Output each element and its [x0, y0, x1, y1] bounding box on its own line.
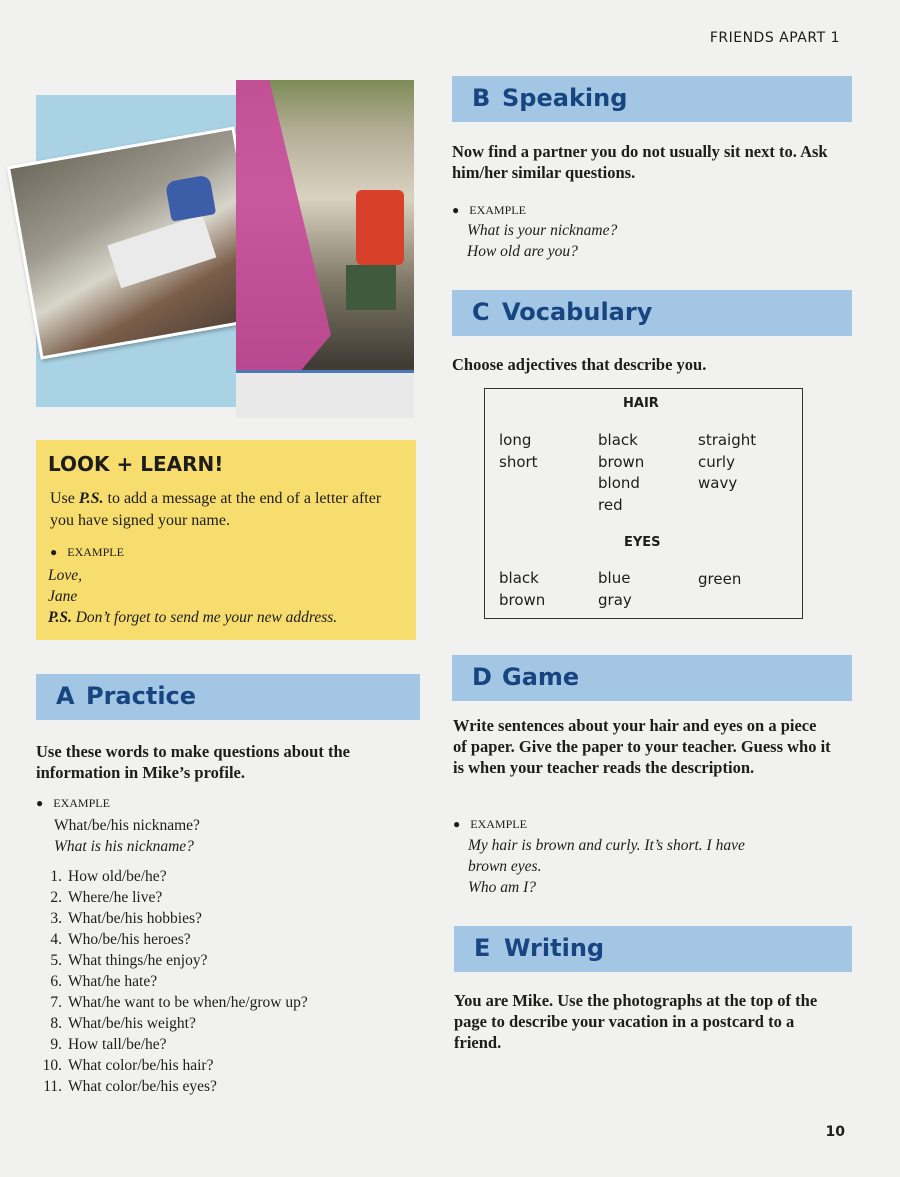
section-title: Speaking: [502, 84, 628, 112]
speaking-example-label: [452, 203, 526, 218]
bullet-icon: ●: [453, 817, 461, 831]
question-text: What/be/his hobbies?: [68, 910, 202, 927]
bullet-icon: ●: [50, 545, 58, 559]
example-line: How old are you?: [467, 243, 578, 260]
practice-instructions: Use these words to make questions about the information in Mike’s profile.: [36, 742, 350, 782]
eyes-column-1: [499, 568, 545, 611]
list-item: 8. What/be/his weight?: [50, 1015, 196, 1032]
example-line: What is your nickname?: [467, 222, 618, 239]
question-text: Who/be/his heroes?: [68, 931, 191, 948]
look-learn-title: LOOK + LEARN!: [48, 452, 224, 476]
adjective: blue: [598, 569, 631, 587]
example-ps-line: [48, 607, 337, 628]
example-line: My hair is brown and curly. It’s short. I have: [468, 837, 745, 854]
section-header-vocabulary: [452, 290, 852, 336]
eyes-column-2: [598, 568, 632, 611]
question-text: What/he want to be when/he/grow up?: [68, 994, 308, 1011]
example-answer: What is his nickname?: [54, 838, 194, 855]
vocabulary-instructions: Choose adjectives that describe you.: [452, 355, 707, 374]
question-text: What color/be/his eyes?: [68, 1078, 217, 1095]
look-learn-text-post: to add a message at the end of a letter after you have signed your name.: [50, 490, 382, 529]
list-item: 5. What things/he enjoy?: [50, 952, 208, 969]
question-text: What/he hate?: [68, 973, 158, 990]
adjective: gray: [598, 590, 632, 609]
example-label: EXAMPLE: [67, 545, 124, 559]
speaking-instructions: Now find a partner you do not usually sit next to. Ask him/her similar questions.: [452, 142, 828, 182]
practice-example-label: [36, 796, 110, 811]
photo-board-shape: [236, 370, 414, 418]
photo-sail-shape: [236, 80, 331, 380]
question-text: How tall/be/he?: [68, 1036, 167, 1053]
example-ps-text: Don’t forget to send me your new address.: [71, 609, 338, 626]
adjective: black: [598, 431, 638, 449]
section-letter: A: [56, 682, 75, 710]
hair-type-column: [698, 430, 756, 495]
list-item: 3. What/be/his hobbies?: [50, 910, 202, 927]
look-learn-text: [50, 488, 405, 532]
section-header-speaking: [452, 76, 852, 122]
list-item: 11. What color/be/his eyes?: [43, 1078, 217, 1095]
example-line: brown eyes.: [468, 858, 542, 875]
adjective: straight: [698, 431, 757, 449]
adjective: blond: [598, 474, 640, 492]
practice-question-list: [40, 866, 308, 1097]
bullet-icon: ●: [452, 203, 460, 217]
page-number: 10: [825, 1124, 845, 1140]
question-text: What things/he enjoy?: [68, 952, 208, 969]
photo-friends-at-table: [7, 126, 269, 359]
section-letter: E: [474, 934, 491, 962]
section-header-writing: [454, 926, 852, 972]
photo-person-shape: [165, 175, 216, 222]
speaking-example: [467, 220, 617, 262]
look-learn-ps: P.S.: [78, 490, 104, 507]
list-item: 1. How old/be/he?: [50, 868, 167, 885]
list-item: 9. How tall/be/he?: [50, 1036, 167, 1053]
section-title: Game: [502, 663, 580, 691]
list-item: 4. Who/be/his heroes?: [50, 931, 191, 948]
adjective: curly: [698, 452, 735, 471]
photo-windsurfing: [236, 80, 414, 418]
adjective: short: [499, 452, 538, 471]
adjective: brown: [499, 590, 546, 609]
section-letter: D: [472, 663, 492, 691]
section-title: Writing: [504, 934, 605, 962]
photo-table-shape: [107, 215, 216, 289]
game-instructions: Write sentences about your hair and eyes on a piece of paper. Give the paper to your teacher. Guess who it is when your teacher reads the description.: [453, 716, 831, 777]
writing-instructions: You are Mike. Use the photographs at the top of the page to describe your vacation in a postcard to a friend.: [454, 991, 818, 1052]
example-label: EXAMPLE: [469, 203, 526, 217]
example-line: Jane: [48, 588, 78, 605]
example-label: EXAMPLE: [470, 817, 527, 831]
adjective: red: [598, 495, 623, 514]
photo-life-vest-shape: [356, 190, 404, 265]
list-item: 2. Where/he live?: [50, 889, 163, 906]
hair-heading: HAIR: [623, 396, 659, 411]
game-example-label: [453, 817, 527, 832]
list-item: 10. What color/be/his hair?: [42, 1057, 214, 1074]
look-learn-text-pre: Use: [50, 490, 79, 507]
list-item: 6. What/he hate?: [50, 973, 158, 990]
eyes-column-3: [698, 569, 741, 591]
section-letter: B: [472, 84, 491, 112]
section-letter: C: [472, 298, 490, 326]
adjective: brown: [598, 452, 645, 471]
look-learn-example-label: [50, 545, 124, 560]
adjective: black: [499, 569, 539, 587]
game-example: [468, 835, 745, 898]
adjective: green: [698, 570, 742, 588]
list-item: 7. What/he want to be when/he/grow up?: [50, 994, 308, 1011]
example-line: Who am I?: [468, 879, 537, 896]
hair-color-column: [598, 430, 644, 516]
example-line: Love,: [48, 567, 83, 584]
example-label: EXAMPLE: [53, 796, 110, 810]
question-text: How old/be/he?: [68, 868, 167, 885]
adjective: wavy: [698, 474, 738, 492]
hair-length-column: [499, 430, 538, 473]
adjective: long: [499, 431, 532, 449]
section-header-game: [452, 655, 852, 701]
question-text: What/be/his weight?: [68, 1015, 196, 1032]
photo-shorts-shape: [346, 265, 396, 310]
look-learn-example: [48, 565, 337, 628]
practice-example: [54, 815, 200, 857]
example-prompt: What/be/his nickname?: [54, 817, 200, 834]
question-text: Where/he live?: [68, 889, 163, 906]
section-header-practice: [36, 674, 420, 720]
example-ps: P.S.: [48, 609, 72, 626]
eyes-heading: EYES: [624, 535, 661, 550]
question-text: What color/be/his hair?: [68, 1057, 214, 1074]
section-title: Vocabulary: [502, 298, 653, 326]
running-head: FRIENDS APART 1: [709, 30, 840, 46]
bullet-icon: ●: [36, 796, 44, 810]
section-title: Practice: [86, 682, 197, 710]
